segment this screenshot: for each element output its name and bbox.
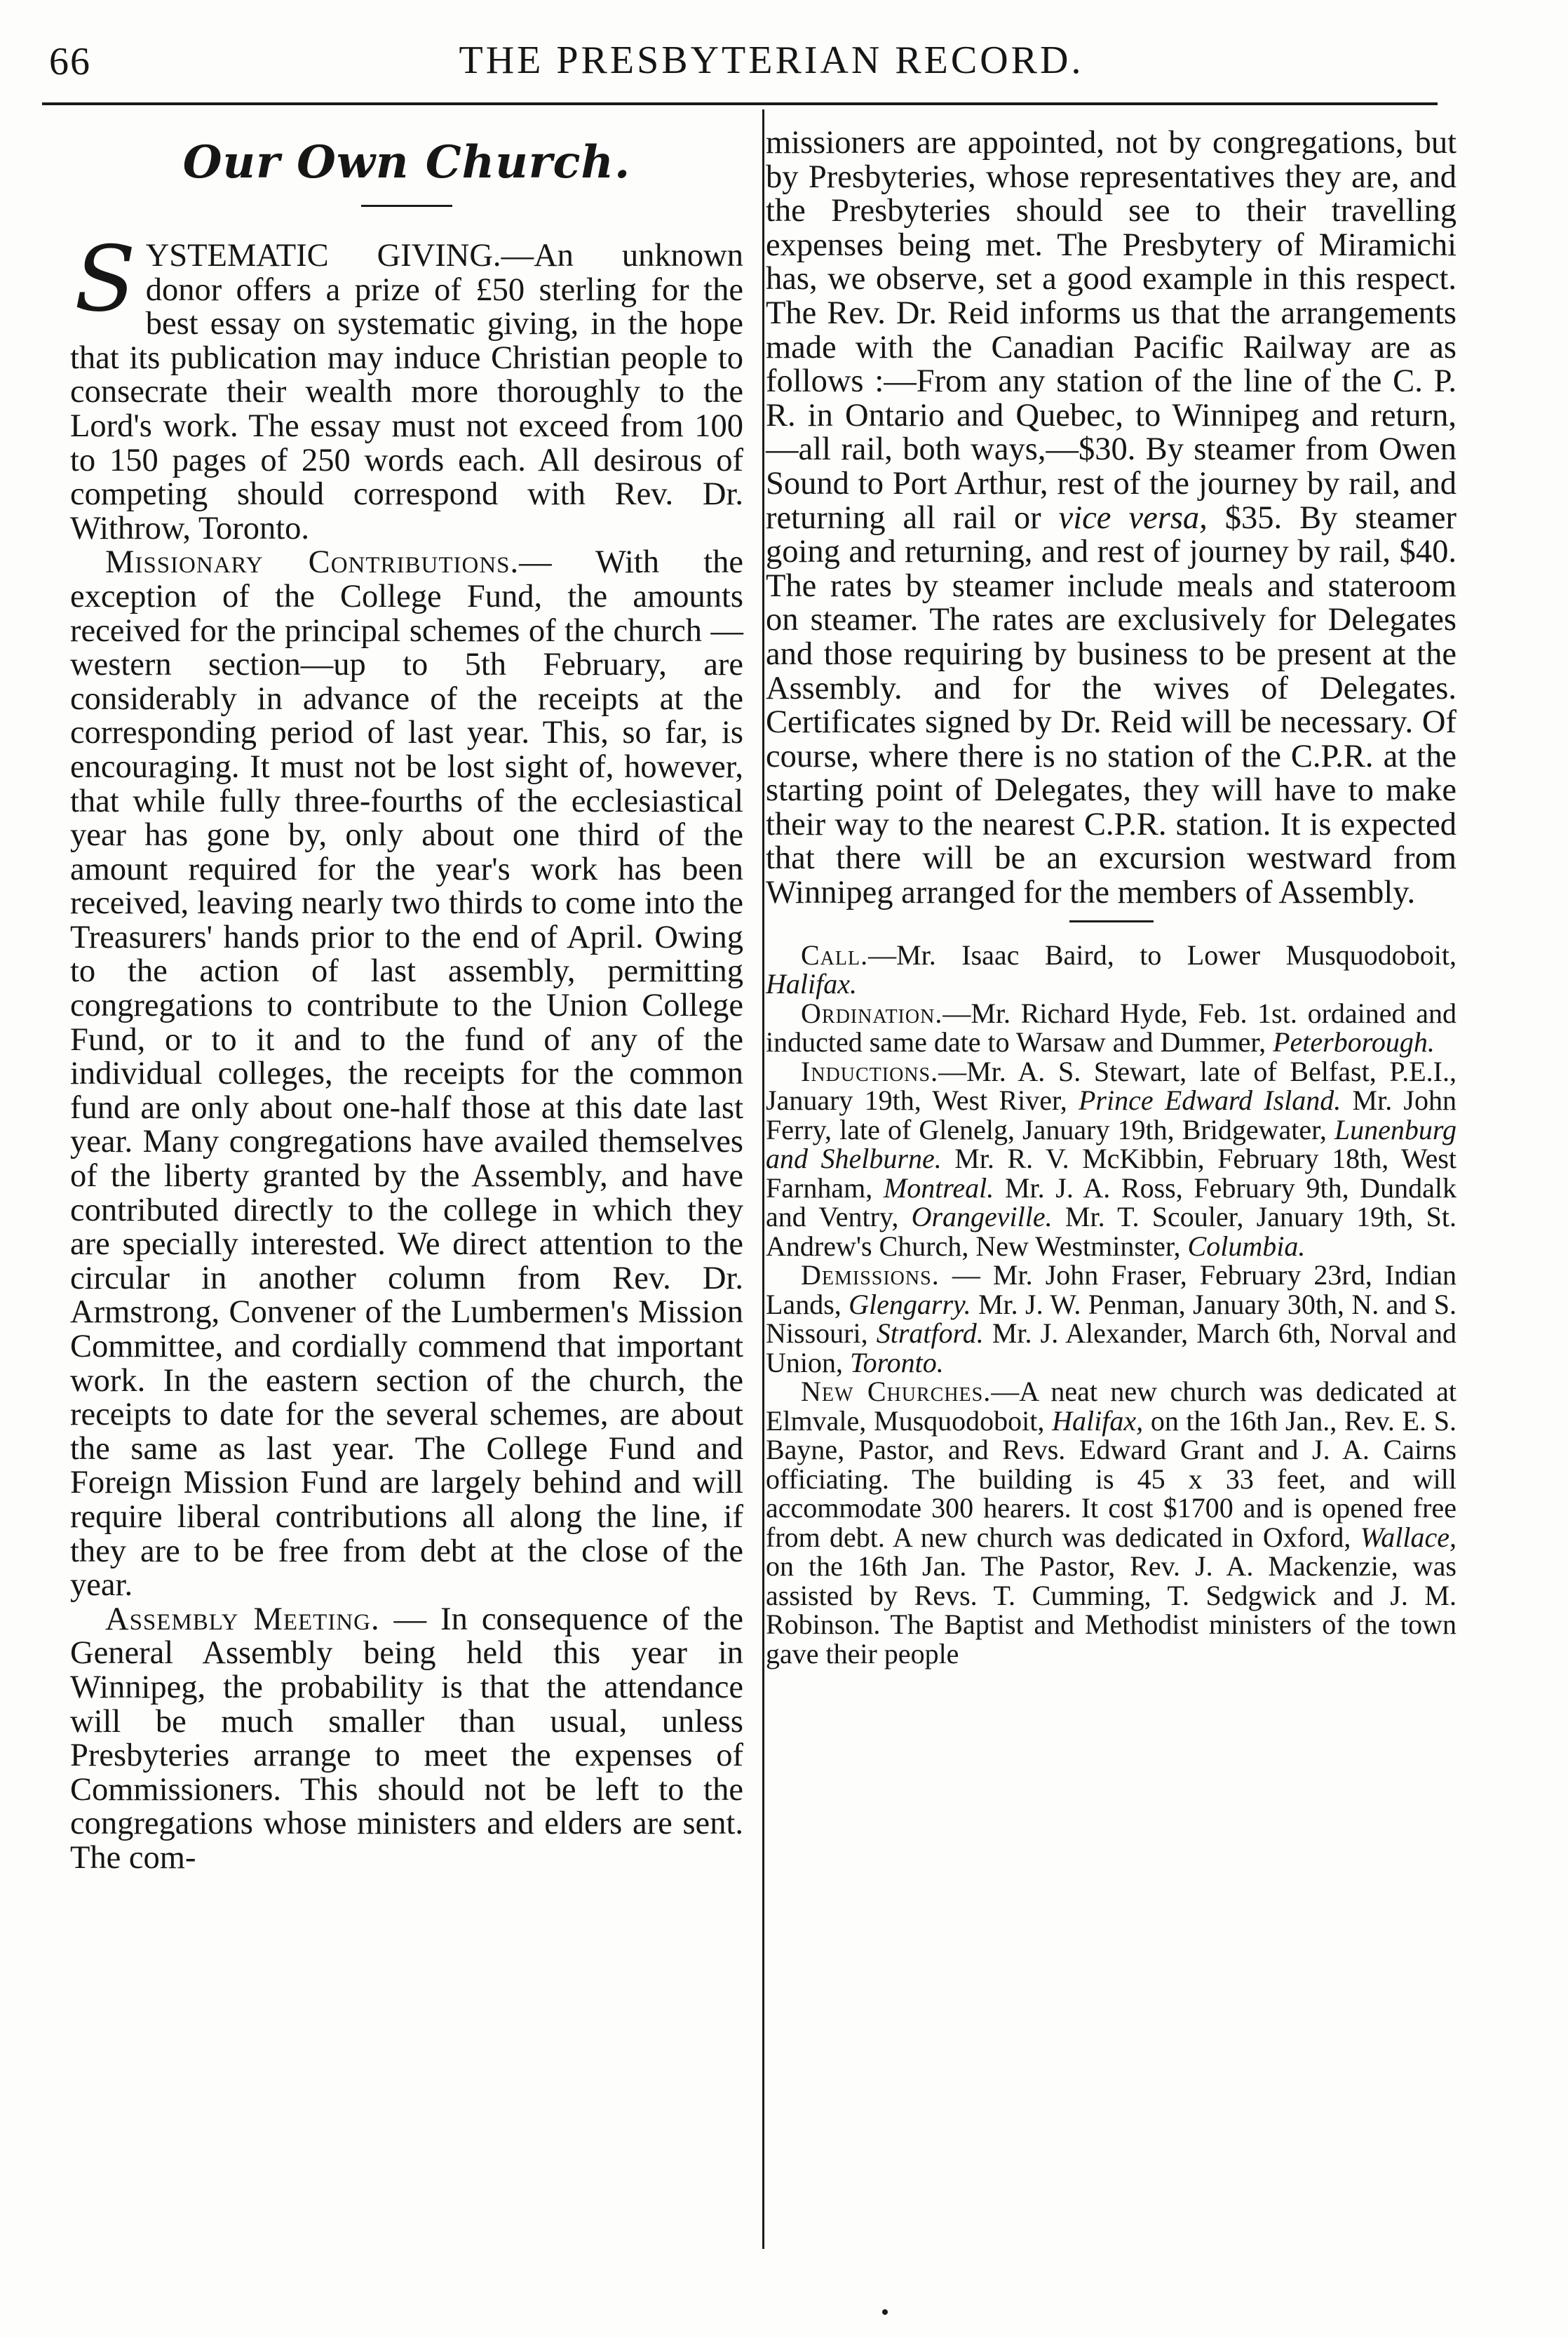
article-italic: vice versa, xyxy=(1058,499,1208,536)
notice-label: Ordination. xyxy=(801,997,943,1029)
notice-place: Glengarry. xyxy=(849,1288,971,1320)
section-title: Our Own Church. xyxy=(182,136,631,189)
notice-label: Inductions. xyxy=(801,1055,939,1087)
notice-new-churches xyxy=(766,1377,1457,1668)
notice-text: Mr. John Ferry, late of Glenelg, January 19th, Bridgewater, xyxy=(766,1084,1457,1146)
drop-cap: S xyxy=(74,227,136,332)
church-notices xyxy=(766,941,1457,1669)
notice-place: Montreal. xyxy=(883,1171,994,1204)
page-end-dot xyxy=(882,2309,888,2315)
section-separator xyxy=(1069,920,1154,922)
article-text: missioners are appointed, not by congregations, but by Presbyteries, whose representatives they are, and the Presbyteries should see to their travelling expenses being met. The Presbytery of Miramichi has, we observe, set a good example in this respect. The Rev. Dr. Reid informs us that the arrangements made with the Canadian Pacific Railway are as follows :—From any station of the line of the C. P. R. in Ontario and Quebec, to Winnipeg and return,—all rail, both ways,—$30. By steamer from Owen Sound to Port Arthur, rest of the journey by rail, and returning all rail or xyxy=(766,125,1457,536)
notice-place: Halifax, xyxy=(1052,1404,1144,1437)
notice-place: Halifax. xyxy=(766,968,857,1000)
article-assembly-meeting xyxy=(70,1603,743,1876)
article-continuation xyxy=(766,126,1457,911)
notice-text: Mr. T. Scouler, January 19th, St. Andrew's Church, New Westminster, xyxy=(766,1201,1457,1262)
notice-text: —Mr. Isaac Baird, to Lower Musquodoboit, xyxy=(868,939,1457,971)
header-rule xyxy=(42,102,1438,105)
article-label: Missionary Contributions. xyxy=(105,544,520,581)
article-text: —An unknown donor offers a prize of £50 sterling for the best essay on systematic giving, in the hope that its publication may induce Christian people to consecrate their wealth more thoroughly to the Lord's work. The essay must not exceed from 100 to 150 pages of 250 words each. All desirous of competing should correspond with Rev. Dr. Withrow, Toronto. xyxy=(70,238,743,546)
notice-label: Demissions. xyxy=(801,1259,940,1291)
notice-text: —Mr. Richard Hyde, Feb. 1st. ordained and inducted same date to Warsaw and Dummer, xyxy=(766,997,1457,1059)
notice-place: Orangeville. xyxy=(911,1201,1053,1233)
notice-place: Stratford. xyxy=(876,1317,984,1350)
notice-place: Columbia. xyxy=(1187,1230,1306,1262)
notice-place: Toronto. xyxy=(850,1346,944,1378)
notice-place: Peterborough. xyxy=(1273,1026,1435,1059)
right-column xyxy=(766,126,1457,1668)
notice-text: on the 16th Jan., Rev. E. S. Bayne, Pastor, and Revs. Edward Grant and J. A. Cairns officiating. The building is 45 x 33 feet, and will accommodate 300 hearers. It cost $1700 and is opened free from debt. A new church was dedicated in Oxford, xyxy=(766,1404,1457,1553)
article-text: — In consequence of the General Assembly being held this year in Winnipeg, the probability is that the attendance will be much smaller than usual, unless Presbyteries arrange to meet the expenses of Commissioners. This should not be left to the congregations whose ministers and elders are sent. The com- xyxy=(70,1601,743,1876)
notice-demissions xyxy=(766,1261,1457,1377)
notice-text: on the 16th Jan. The Pastor, Rev. J. A. Mackenzie, was assisted by Revs. T. Cumming, T. Sedgwick and J. M. Robinson. The Baptist and Methodist ministers of the town gave their people xyxy=(766,1550,1457,1669)
article-text: $35. By steamer going and returning, and rest of journey by rail, $40. The rates by steamer include meals and stateroom on steamer. The rates are exclusively for Delegates and those requiring by business to be present at the Assembly. and for the wives of Delegates. Certificates signed by Dr. Reid will be necessary. Of course, where there is no station of the C.P.R. at the starting point of Delegates, they will have to make their way to the nearest C.P.R. station. It is expected that there will be an excursion westward from Winnipeg arranged for the members of Assembly. xyxy=(766,499,1457,911)
notice-place: Wallace, xyxy=(1360,1521,1457,1553)
page-header xyxy=(42,34,1445,97)
article-label: Assembly Meeting. xyxy=(105,1601,380,1637)
notice-text: —Mr. A. S. Stewart, late of Belfast, P.E.I., January 19th, West River, xyxy=(766,1055,1457,1117)
article-systematic-giving xyxy=(70,227,743,546)
column-divider xyxy=(762,109,764,2249)
notice-call xyxy=(766,941,1457,999)
notice-text: — Mr. John Fraser, February 23rd, Indian Lands, xyxy=(766,1259,1457,1320)
notice-text: Mr. J. A. Ross, February 9th, Dundalk and Ventry, xyxy=(766,1171,1457,1233)
notice-label: Call. xyxy=(801,939,869,971)
left-column xyxy=(70,126,743,1876)
notice-text: Mr. R. V. McKibbin, February 18th, West Farnham, xyxy=(766,1143,1457,1204)
page-number: 66 xyxy=(49,40,91,83)
notice-text: —A neat new church was dedicated at Elmvale, Musquodoboit, xyxy=(766,1376,1457,1437)
article-missionary-contributions xyxy=(70,546,743,1602)
notice-text: Mr. J. W. Penman, January 30th, N. and S. Nissouri, xyxy=(766,1288,1457,1350)
notice-inductions xyxy=(766,1057,1457,1261)
notice-label: New Churches. xyxy=(801,1376,992,1408)
notice-place: Prince Edward Island. xyxy=(1078,1084,1341,1117)
title-rule xyxy=(361,205,452,207)
notice-text: Mr. J. Alexander, March 6th, Norval and Union, xyxy=(766,1317,1457,1378)
notice-place: Lunenburg and Shelburne. xyxy=(766,1113,1457,1175)
running-title: THE PRESBYTERIAN RECORD. xyxy=(459,39,1084,82)
article-label: YSTEMATIC GIVING. xyxy=(145,238,501,274)
article-text: — With the exception of the College Fund, the amounts received for the principal schemes of the church — western section—up to 5th February, are considerably in advance of the receipts at the corresponding period of last year. This, so far, is encouraging. It must not be lost sight of, however, that while fully three-fourths of the ecclesiastical year has gone by, only about one third of the amount required for the year's work has been received, leaving nearly two thirds to come into the Treasurers' hands prior to the end of April. Owing to the action of last assembly, permitting congregations to contribute to the Union College Fund, or to it and to the fund of any of the individual colleges, the receipts for the common fund are only about one-half those at this date last year. Many congregations have availed themselves of the liberty granted by the Assembly, and have contributed directly to the college in which they are specially interested. We direct attention to the circular in another column from Rev. Dr. Armstrong, Convener of the Lumbermen's Mission Committee, and cordially commend that important work. In the eastern section of the church, the receipts to date for the several schemes, are about the same as last year. The College Fund and Foreign Mission Fund are largely behind and will require liberal contributions all along the line, if they are to be free from debt at the close of the year. xyxy=(70,544,744,1604)
notice-ordination xyxy=(766,999,1457,1057)
